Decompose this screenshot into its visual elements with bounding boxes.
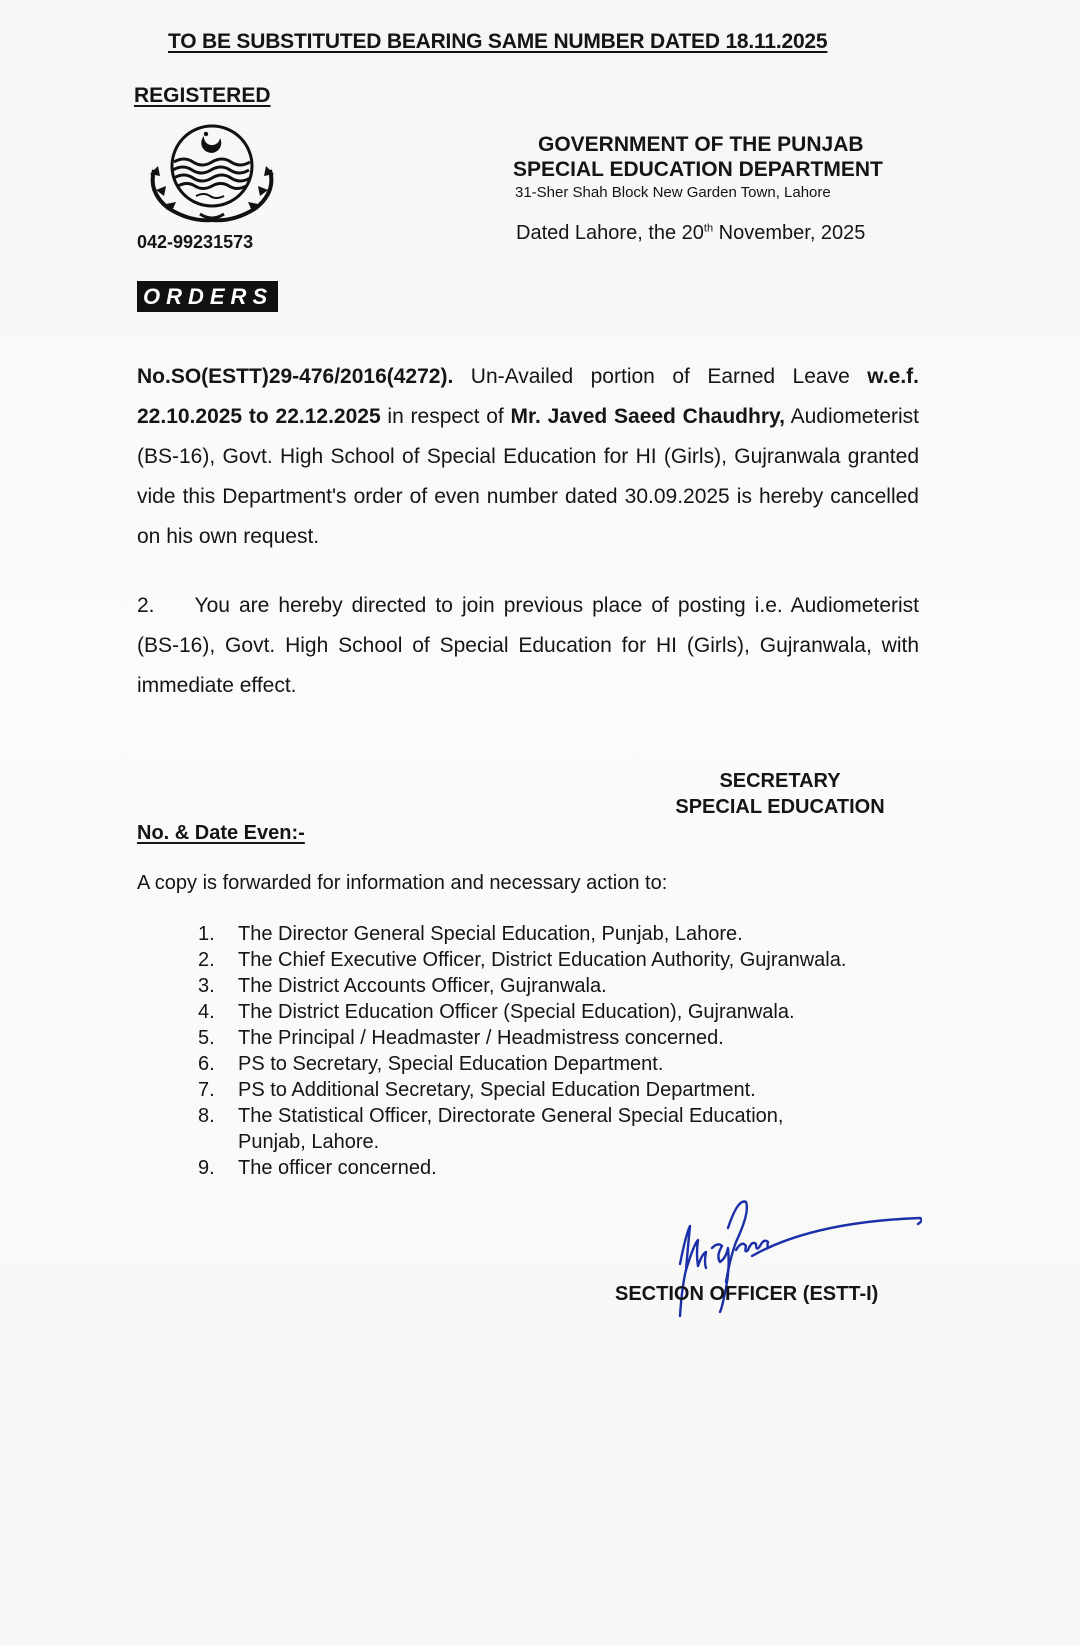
list-item [198,1103,938,1155]
list-item [198,921,938,947]
substitution-note: TO BE SUBSTITUTED BEARING SAME NUMBER DATED 18.11.2025 [168,30,828,53]
phone-number: 042-99231573 [137,232,254,252]
leave-period: w.e.f. 22.10.2025 to 22.12.2025 [137,365,919,428]
list-item [198,1025,938,1051]
secretary-signatory [640,768,920,820]
dated-line [516,222,865,245]
copy-forwarded-intro: A copy is forwarded for information and necessary action to: [137,872,668,894]
department-header [500,132,920,204]
list-item-text: The Statistical Officer, Directorate General Special Education, Punjab, Lahore. [238,1105,784,1153]
department-name: SPECIAL EDUCATION DEPARTMENT [513,158,883,181]
para1-text-1: Un-Availed portion of Earned Leave [453,365,868,388]
list-item-number: 1. [198,923,215,945]
list-item [198,973,938,999]
section-officer-title: SECTION OFFICER (ESTT-I) [615,1283,879,1305]
list-item-number: 6. [198,1053,215,1075]
government-name: GOVERNMENT OF THE PUNJAB [538,133,864,156]
dated-suffix-ordinal: th [703,222,714,235]
list-item [198,999,938,1025]
list-item-text: PS to Secretary, Special Education Department. [238,1053,664,1075]
order-paragraph-1 [137,357,919,557]
list-item [198,1155,938,1181]
list-item-text: PS to Additional Secretary, Special Education Department. [238,1079,756,1101]
order-paragraph-2 [137,586,919,706]
secretary-department: SPECIAL EDUCATION [675,796,885,818]
list-item-number: 7. [198,1079,215,1101]
list-item-number: 4. [198,1001,215,1023]
para2-text: You are hereby directed to join previous place of posting i.e. Audiometerist (BS-16), Govt. High School of Special Education for HI (Girls), Gujranwala, with immediate effect. [137,594,919,697]
list-item-text: The Principal / Headmaster / Headmistress concerned. [238,1027,724,1049]
registered-label: REGISTERED [134,84,271,107]
list-item-text: The Chief Executive Officer, District Education Authority, Gujranwala. [238,949,847,971]
punjab-emblem-icon [140,118,284,226]
list-item-number: 3. [198,975,215,997]
department-address: 31-Sher Shah Block New Garden Town, Lahore [515,184,831,201]
list-item-text: The Director General Special Education, Punjab, Lahore. [238,923,743,945]
order-number: No.SO(ESTT)29-476/2016(4272). [137,365,454,388]
para2-number: 2. [137,594,155,617]
employee-name: Mr. Javed Saeed Chaudhry, [510,405,785,428]
signature-icon [672,1188,922,1338]
list-item-text: The District Accounts Officer, Gujranwala. [238,975,607,997]
list-item-number: 8. [198,1105,215,1127]
list-item [198,1077,938,1103]
no-date-even-label: No. & Date Even:- [137,822,305,844]
para1-text-3: Audiometerist (BS-16), Govt. High School of Special Education for HI (Girls), Gujranwala granted vide this Department's order of even number dated 30.09.2025 is hereby cancelled on his own request. [137,405,919,548]
list-item-number: 5. [198,1027,215,1049]
list-item [198,1051,938,1077]
recipient-list [198,921,938,1181]
list-item [198,947,938,973]
list-item-text: The officer concerned. [238,1157,437,1179]
list-item-number: 9. [198,1157,215,1179]
orders-label: ORDERS [137,281,278,312]
list-item-number: 2. [198,949,215,971]
dated-month-year: November, 2025 [713,222,866,244]
list-item-text: The District Education Officer (Special Education), Gujranwala. [238,1001,795,1023]
secretary-title: SECRETARY [719,770,841,792]
para1-text-2: in respect of [380,405,511,428]
dated-prefix: Dated Lahore, the 20 [516,222,704,244]
